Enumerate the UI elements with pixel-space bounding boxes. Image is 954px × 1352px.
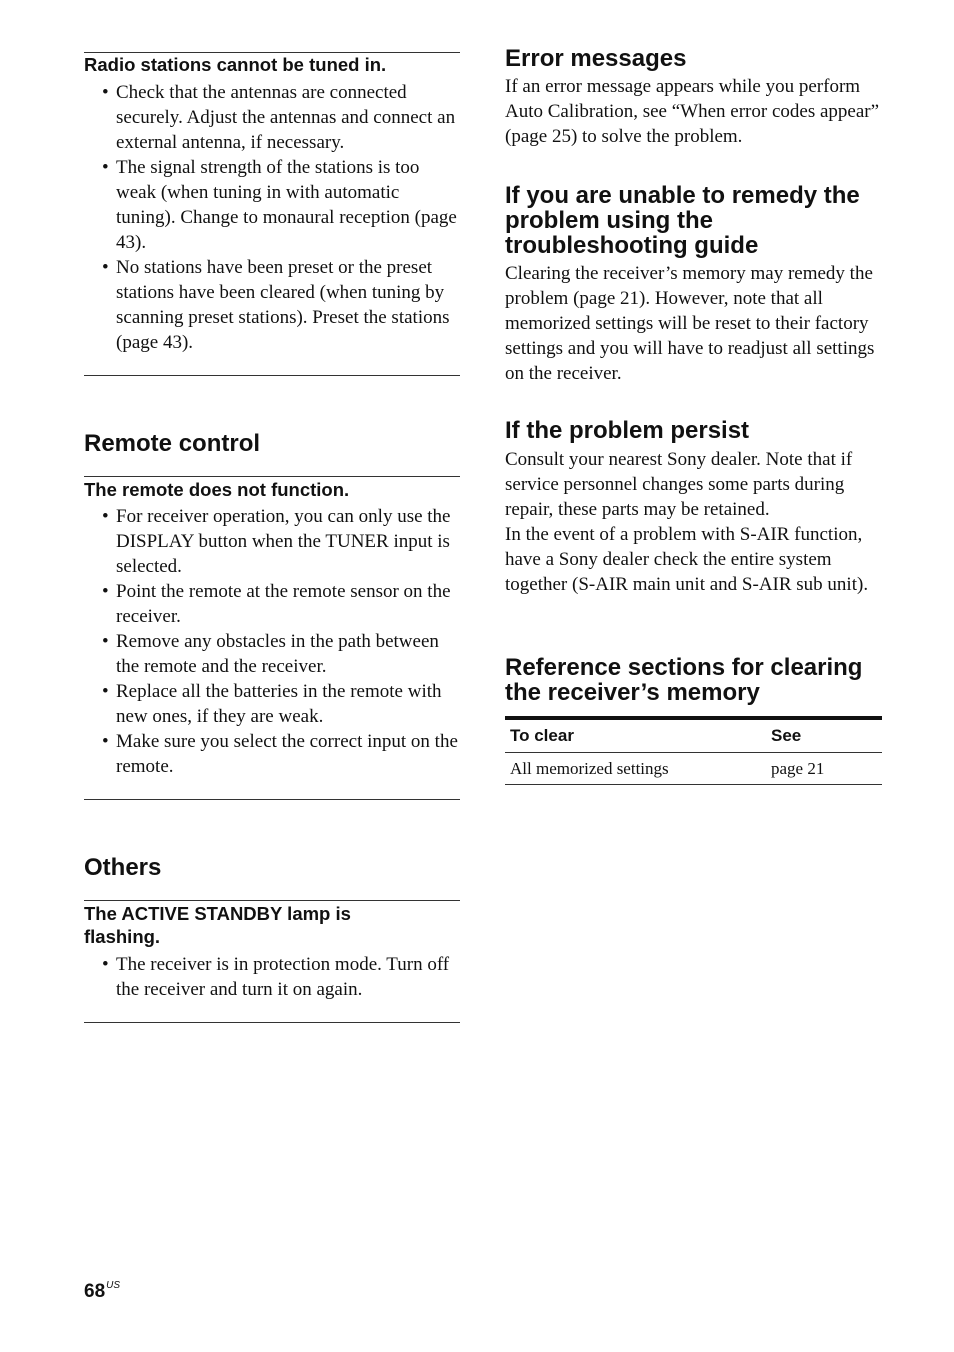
radio-solutions-list <box>84 80 460 355</box>
list-item: • Check that the antennas are connected securely. Adjust the antennas and connect an external antenna, if necessary. <box>84 80 460 155</box>
list-item: • Replace all the batteries in the remote with new ones, if they are weak. <box>84 679 460 729</box>
list-item: • The signal strength of the stations is too weak (when tuning in with automatic tuning). Change to monaural reception (page 43). <box>84 155 460 255</box>
column-header-see: See <box>766 720 882 753</box>
divider-line <box>84 375 460 376</box>
error-messages-title: Error messages <box>505 45 687 72</box>
problem-persist-body: Consult your nearest Sony dealer. Note that if service personnel changes some parts during repair, these parts may be retained. <box>505 449 853 520</box>
others-solutions-list <box>84 952 460 1002</box>
unable-to-remedy-title: If you are unable to remedy the problem using the troubleshooting guide <box>505 182 860 259</box>
remote-problem-heading: The remote does not function. <box>84 479 350 500</box>
reference-sections-title: Reference sections for clearing the receiver’s memory <box>505 654 863 706</box>
reference-table <box>505 720 882 785</box>
region-code: US <box>106 1280 121 1291</box>
radio-problem-heading: Radio stations cannot be tuned in. <box>84 54 387 75</box>
list-item: • Remove any obstacles in the path between the remote and the receiver. <box>84 629 460 679</box>
problem-persist-title: If the problem persist <box>505 417 750 444</box>
s-air-note: In the event of a problem with S-AIR function, have a Sony dealer check the entire system together (S-AIR main unit and S-AIR sub unit). <box>505 524 869 595</box>
list-item: • Make sure you select the correct input on the remote. <box>84 729 460 779</box>
remote-control-section-title: Remote control <box>84 430 261 457</box>
list-item: • The receiver is in protection mode. Turn off the receiver and turn it on again. <box>84 952 460 1002</box>
divider-line <box>84 1022 460 1023</box>
table-cell: All memorized settings <box>505 753 766 785</box>
divider-line <box>84 476 460 477</box>
table-row <box>505 753 882 785</box>
unable-to-remedy-body: Clearing the receiver’s memory may remedy the problem (page 21). However, note that all memorized settings will be reset to their factory settings and you will have to readjust all settings on the receiver. <box>505 263 875 384</box>
error-messages-body: If an error message appears while you perform Auto Calibration, see “When error codes appear” (page 25) to solve the problem. <box>505 76 880 147</box>
others-problem-heading: The ACTIVE STANDBY lamp is flashing. <box>84 903 351 947</box>
others-section-title: Others <box>84 854 162 881</box>
table-header-row <box>505 720 882 753</box>
page-number-value: 68 <box>84 1281 106 1302</box>
divider-line <box>84 799 460 800</box>
table-cell: page 21 <box>766 753 882 785</box>
list-item: • Point the remote at the remote sensor on the receiver. <box>84 579 460 629</box>
divider-line <box>84 900 460 901</box>
remote-solutions-list <box>84 504 460 779</box>
column-header-to-clear: To clear <box>505 720 766 753</box>
list-item: • No stations have been preset or the preset stations have been cleared (when tuning by scanning preset stations). Preset the stations (page 43). <box>84 255 460 355</box>
list-item: • For receiver operation, you can only use the DISPLAY button when the TUNER input is selected. <box>84 504 460 579</box>
page-number <box>84 1281 120 1303</box>
